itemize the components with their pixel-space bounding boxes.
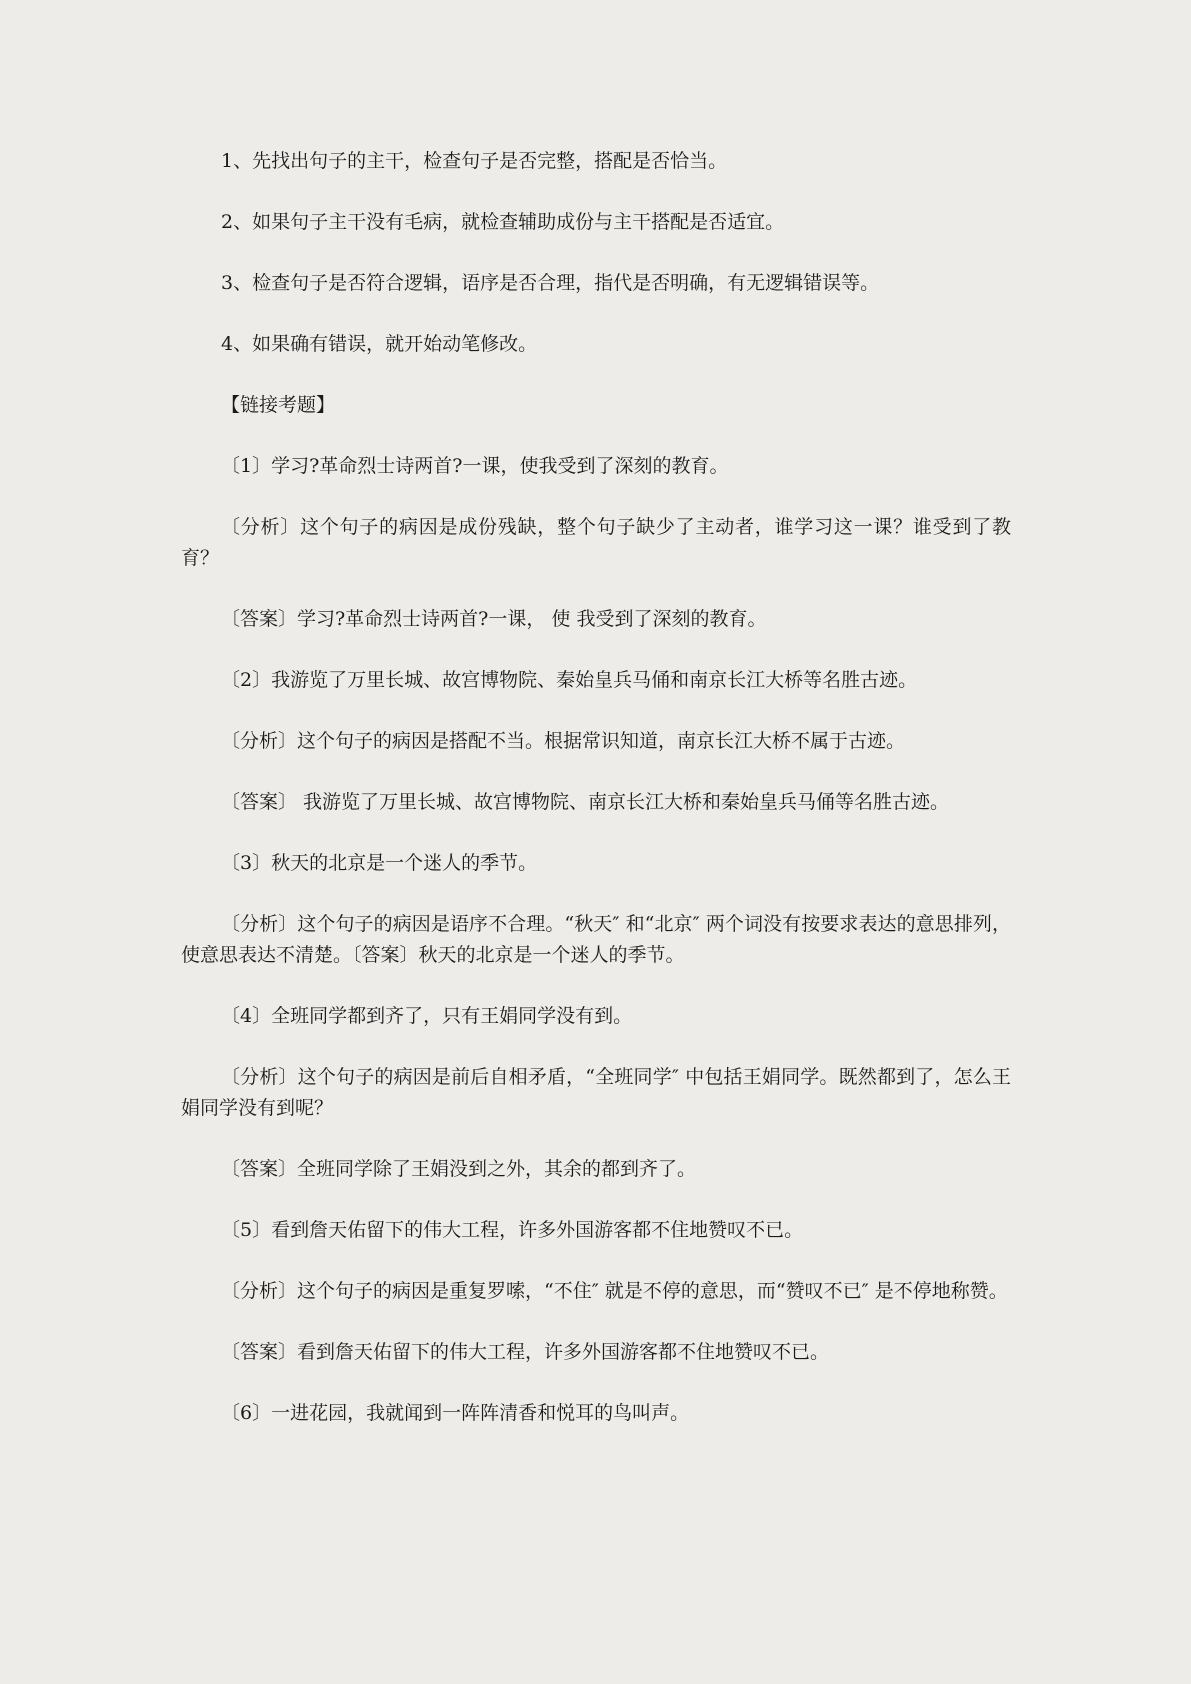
answer-4: 〔答案〕全班同学除了王娟没到之外，其余的都到齐了。 [221,1158,697,1180]
question-2: 〔2〕我游览了万里长城、故宫博物院、秦始皇兵马俑和南京长江大桥等名胜古迹。 [221,669,918,691]
step-4-paragraph: 4、如果确有错误，就开始动笔修改。 [221,333,538,355]
analysis-4: 〔分析〕这个句子的病因是前后自相矛盾，“全班同学″ 中包括王娟同学。既然都到了，怎么王娟同学没有到呢？ [181,1066,1011,1119]
analysis-5: 〔分析〕这个句子的病因是重复罗嗦，“不住″ 就是不停的意思，而“赞叹不已″ 是不停地称赞。 [221,1280,1008,1302]
analysis-2: 〔分析〕这个句子的病因是搭配不当。根据常识知道，南京长江大桥不属于古迹。 [221,730,906,752]
answer-2: 〔答案〕 我游览了万里长城、故宫博物院、南京长江大桥和秦始皇兵马俑等名胜古迹。 [221,791,950,813]
analysis-1: 〔分析〕这个句子的病因是成份残缺，整个句子缺少了主动者，谁学习这一课？谁受到了教育？ [181,516,1011,569]
question-6: 〔6〕一进花园，我就闻到一阵阵清香和悦耳的鸟叫声。 [221,1402,690,1424]
step-3-paragraph: 3、检查句子是否符合逻辑，语序是否合理，指代是否明确，有无逻辑错误等。 [221,272,880,294]
step-2-paragraph: 2、如果句子主干没有毛病，就检查辅助成份与主干搭配是否适宜。 [221,211,785,233]
question-4: 〔4〕全班同学都到齐了，只有王娟同学没有到。 [221,1005,633,1027]
section-heading: 【链接考题】 [221,394,336,416]
analysis-answer-3: 〔分析〕这个句子的病因是语序不合理。“秋天″ 和“北京″ 两个词没有按要求表达的意思排列，使意思表达不清楚。〔答案〕秋天的北京是一个迷人的季节。 [181,913,1011,966]
answer-1: 〔答案〕学习?革命烈士诗两首?一课， 使 我受到了深刻的教育。 [221,608,767,630]
step-1-paragraph: 1、先找出句子的主干，检查句子是否完整，搭配是否恰当。 [221,150,728,172]
question-3: 〔3〕秋天的北京是一个迷人的季节。 [221,852,538,874]
document-body [181,146,1011,1459]
question-1: 〔1〕学习?革命烈士诗两首?一课，使我受到了深刻的教育。 [221,455,729,477]
answer-5: 〔答案〕看到詹天佑留下的伟大工程，许多外国游客都不住地赞叹不已。 [221,1341,830,1363]
question-5: 〔5〕看到詹天佑留下的伟大工程，许多外国游客都不住地赞叹不已。 [221,1219,804,1241]
